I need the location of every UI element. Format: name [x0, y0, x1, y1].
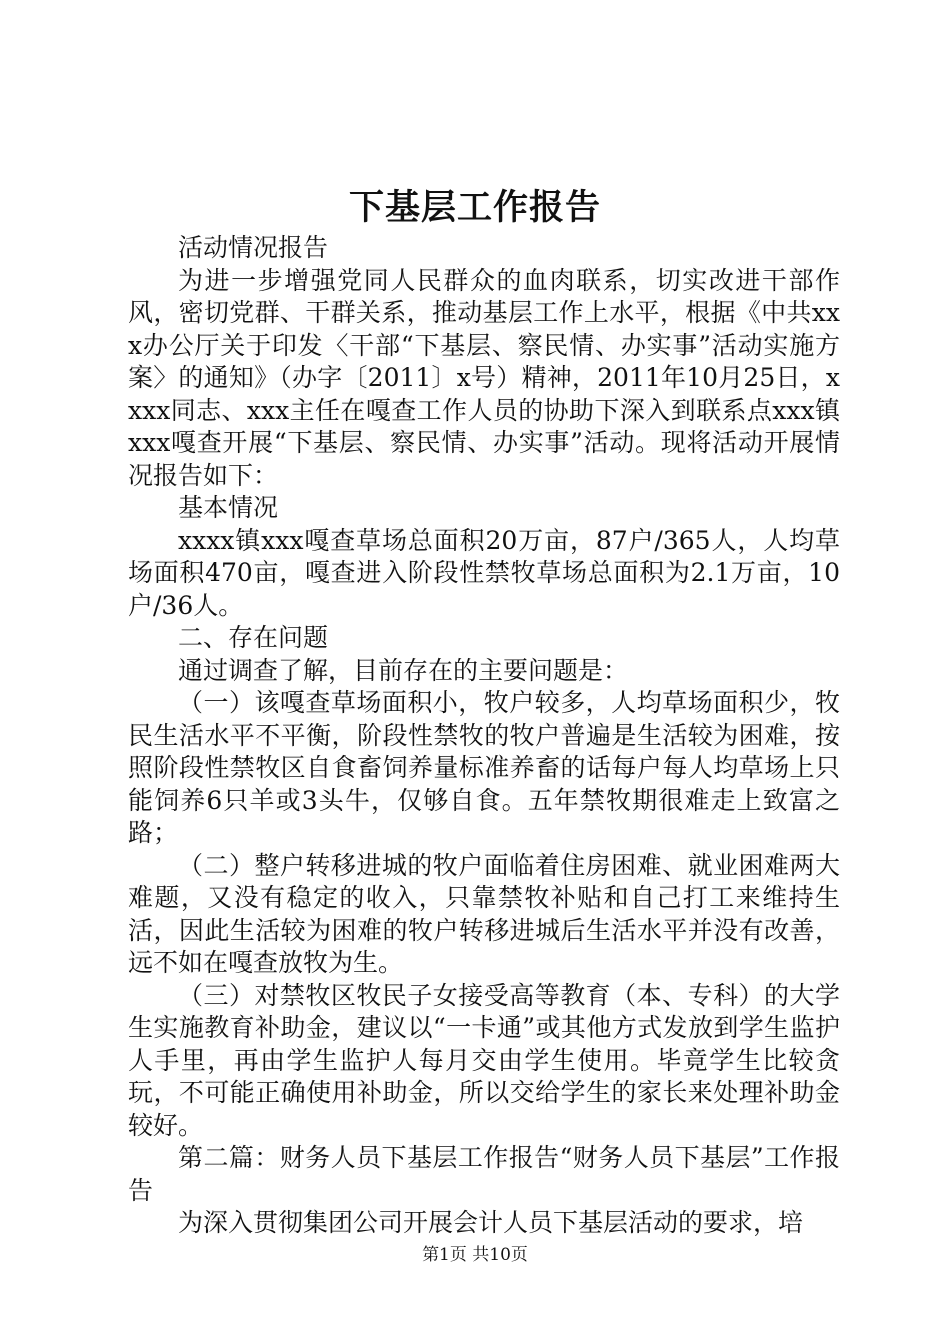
document-body: [128, 232, 840, 1240]
page-footer: 第1页 共10页: [422, 1245, 528, 1265]
paragraph: （三）对禁牧区牧民子女接受高等教育（本、专科）的大学生实施教育补助金，建议以“一卡通”或其他方式发放到学生监护人手里，再由学生监护人每月交由学生使用。毕竟学生比较贪玩，不可能正确使用补助金，所以交给学生的家长来处理补助金较好。: [128, 980, 840, 1140]
paragraph: 二、存在问题: [178, 623, 329, 652]
paragraph: （二）整户转移进城的牧户面临着住房困难、就业困难两大难题，又没有稳定的收入，只靠禁牧补贴和自己打工来维持生活，因此生活较为困难的牧户转移进城后生活水平并没有改善，远不如在嘎查放牧为生。: [128, 850, 840, 977]
paragraph: 基本情况: [178, 493, 279, 522]
document-title: 下基层工作报告: [348, 187, 601, 228]
paragraph: 为深入贯彻集团公司开展会计人员下基层活动的要求，培: [178, 1208, 804, 1237]
paragraph: 为进一步增强党同人民群众的血肉联系，切实改进干部作风，密切党群、干群关系，推动基层工作上水平，根据《中共xxx办公厅关于印发〈干部“下基层、察民情、办实事”活动实施方案〉的通知》（办字〔2011〕x号）精神，2011年10月25日，xxxx同志、xxx主任在嘎查工作人员的协助下深入到联系点xxx镇xxx嘎查开展“下基层、察民情、办实事”活动。现将活动开展情况报告如下：: [128, 265, 840, 490]
paragraph: 第二篇：财务人员下基层工作报告“财务人员下基层”工作报告: [128, 1143, 840, 1205]
paragraph: 活动情况报告: [178, 233, 329, 262]
paragraph: 通过调查了解，目前存在的主要问题是：: [178, 655, 629, 685]
paragraph: xxxx镇xxx嘎查草场总面积20万亩，87户/365人，人均草场面积470亩，嘎查进入阶段性禁牧草场总面积为2.1万亩，10户/36人。: [128, 525, 840, 620]
paragraph: （一）该嘎查草场面积小，牧户较多，人均草场面积少，牧民生活水平不平衡，阶段性禁牧的牧户普遍是生活较为困难，按照阶段性禁牧区自食畜饲养量标准养畜的话每户每人均草场上只能饲养6只羊或3头牛，仅够自食。五年禁牧期很难走上致富之路；: [128, 688, 840, 847]
